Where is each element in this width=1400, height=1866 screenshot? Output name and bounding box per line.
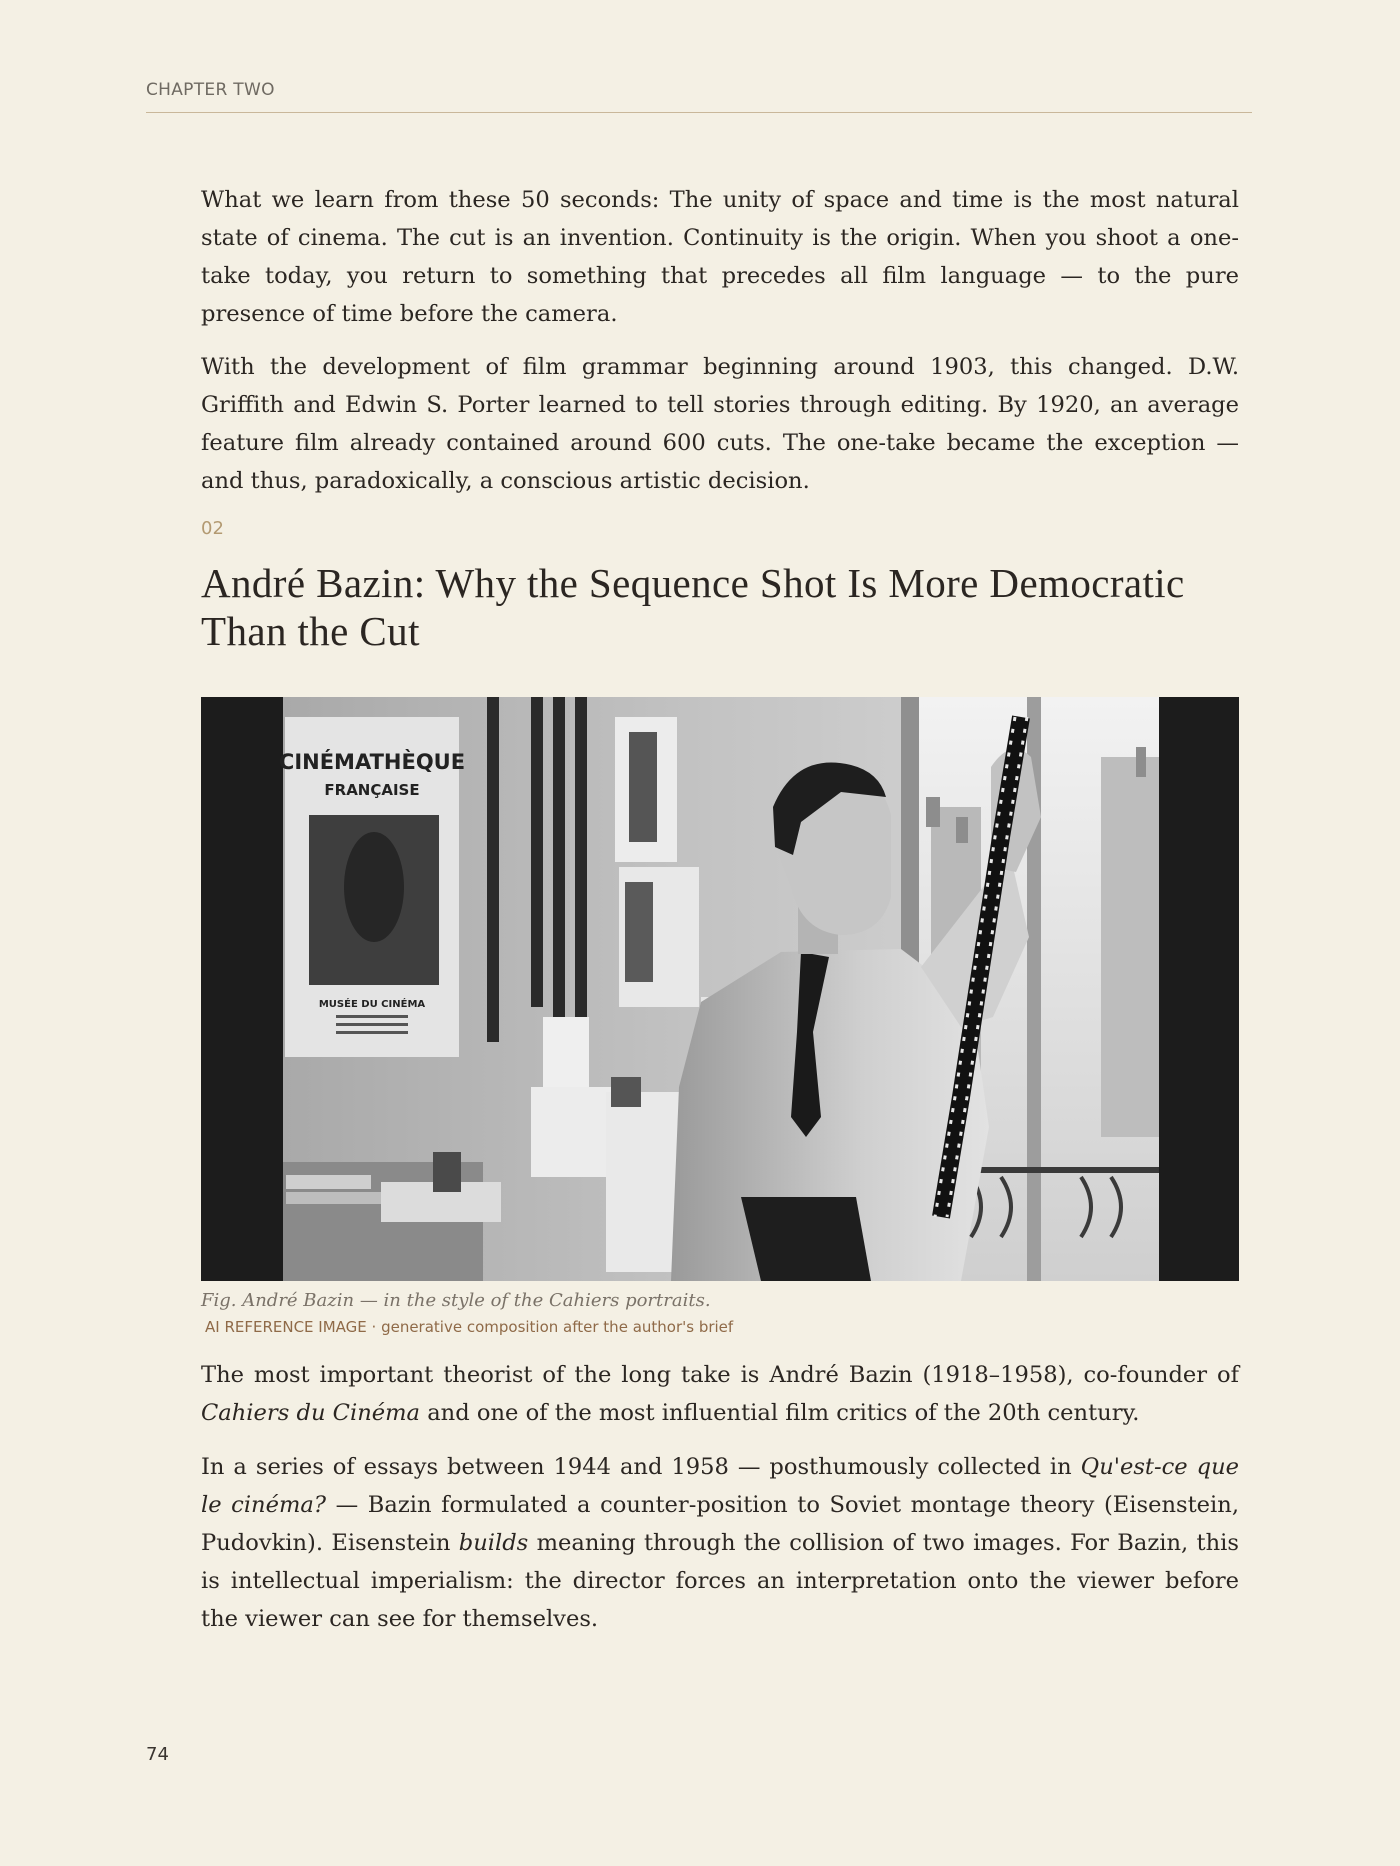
text-run: The most important theorist of the long take is André Bazin (1918–1958), co-founder of bbox=[201, 1362, 1239, 1388]
emphasis-run: builds bbox=[458, 1530, 529, 1556]
body-paragraph: What we learn from these 50 seconds: The unity of space and time is the most natural state of cinema. The cut is an invention. Continuity is the origin. When you shoot a one-take today, you return to something that precedes all film language — to the pure presence of time before the camera. bbox=[201, 187, 1239, 327]
running-head: CHAPTER TWO bbox=[146, 80, 1252, 113]
page-number: 74 bbox=[146, 1744, 169, 1765]
text-run: In a series of essays between 1944 and 1958 — posthumously collected in bbox=[201, 1454, 1081, 1480]
emphasis-run: Cahiers du Cinéma bbox=[201, 1400, 421, 1426]
bazin-photo bbox=[201, 697, 1239, 1281]
poster-footer: MUSÉE DU CINÉMA bbox=[318, 999, 426, 1010]
figure-caption: Fig. André Bazin — in the style of the Cahiers portraits. bbox=[201, 1290, 711, 1311]
text-run: meaning through the collision of two images. For Bazin, this is intellectual imperialism: the director forces an interpretation onto the viewer before the viewer can see for themselves. bbox=[201, 1530, 1239, 1632]
ai-reference-note: AI REFERENCE IMAGE · generative composition after the author's brief bbox=[205, 1318, 734, 1336]
body-paragraph bbox=[201, 1356, 1239, 1432]
emphasis-run: Qu'est-ce que le cinéma? bbox=[201, 1454, 1239, 1518]
body-paragraph: With the development of film grammar beginning around 1903, this changed. D.W. Griffith and Edwin S. Porter learned to tell stories through editing. By 1920, an average feature film already contained around 600 cuts. The one-take became the exception — and thus, paradoxically, a conscious artistic decision. bbox=[201, 354, 1239, 494]
poster-subtitle: FRANÇAISE bbox=[324, 781, 420, 799]
text-run: — Bazin formulated a counter-position to Soviet montage theory (Eisenstein, Pudovkin). Eisenstein bbox=[201, 1492, 1240, 1556]
body-paragraph bbox=[201, 1448, 1239, 1638]
poster-title: CINÉMATHÈQUE bbox=[278, 750, 466, 774]
section-title: André Bazin: Why the Sequence Shot Is More Democratic Than the Cut bbox=[201, 560, 1185, 654]
text-run: and one of the most influential film critics of the 20th century. bbox=[420, 1400, 1140, 1426]
section-number: 02 bbox=[201, 518, 224, 539]
